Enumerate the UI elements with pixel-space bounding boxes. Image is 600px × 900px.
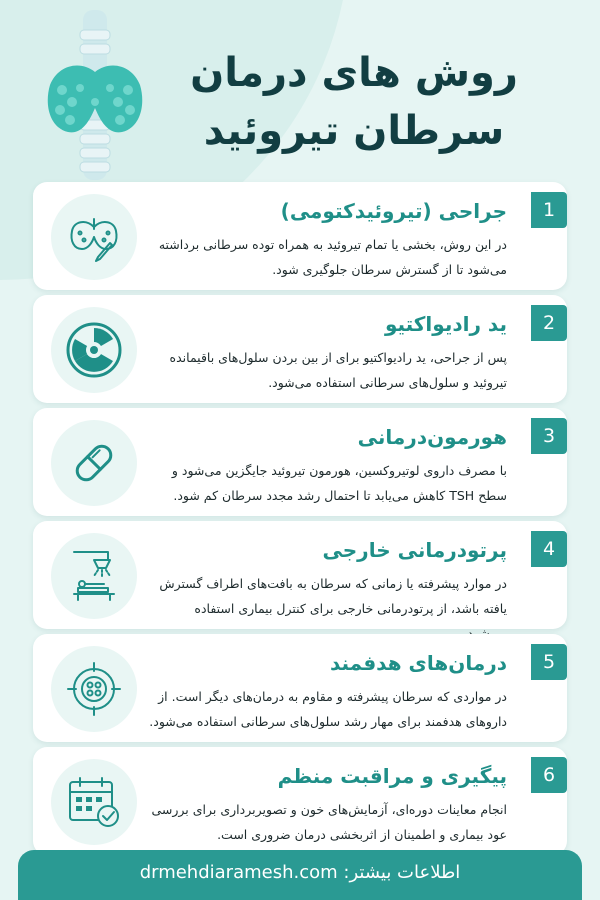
- step-description: در مواردی که سرطان پیشرفته و مقاوم به درمان‌های دیگر است. از داروهای هدفمند برای مهار رشد سلول‌های سرطانی استفاده می‌شود.: [149, 689, 507, 729]
- step-number: 2: [531, 305, 567, 341]
- step-title: پرتودرمانی خارجی: [322, 538, 507, 562]
- treatment-card-targeted-therapy: [33, 634, 567, 742]
- step-description: در موارد پیشرفته یا زمانی که سرطان به بافت‌های اطراف گسترش یافته باشد، از پرتودرمانی خارجی برای کنترل بیماری استفاده: [159, 576, 507, 616]
- page-title: روش های درمان سرطان تیروئید: [190, 50, 518, 154]
- step-description: با مصرف داروی لوتیروکسین، هورمون تیروئید جایگزین می‌شود و سطح TSH کاهش می‌یابد تا احتمال رشد مجدد سرطان کم شود.: [171, 463, 507, 503]
- thyroid-scalpel-icon: [64, 207, 124, 267]
- calendar-check-icon: [64, 772, 124, 832]
- thyroid-illustration-icon: [40, 10, 150, 180]
- header: [0, 0, 600, 180]
- step-icon-wrapper: [51, 646, 137, 732]
- step-number: 5: [531, 644, 567, 680]
- step-description: پس از جراحی، ید رادیواکتیو برای از بین بردن سلول‌های باقیمانده تیروئید و سلول‌های سرطانی استفاده می‌شود.: [169, 350, 507, 390]
- step-number: 3: [531, 418, 567, 454]
- step-icon-wrapper: [51, 533, 137, 619]
- treatment-card-surgery: [33, 182, 567, 290]
- step-number: 4: [531, 531, 567, 567]
- step-description: در این روش، بخشی یا تمام تیروئید به همراه توده سرطانی برداشته می‌شود تا از گسترش سرطان جلوگیری شود.: [158, 237, 507, 277]
- step-title: جراحی (تیروئیدکتومی): [280, 199, 507, 223]
- pill-icon: [64, 433, 124, 493]
- footer-label: اطلاعات بیشتر:: [343, 862, 461, 883]
- step-title: پیگیری و مراقبت منظم: [277, 764, 507, 788]
- treatment-card-follow-up: [33, 747, 567, 855]
- step-number: 6: [531, 757, 567, 793]
- radiation-icon: [64, 320, 124, 380]
- step-description: انجام معاینات دوره‌ای، آزمایش‌های خون و تصویربرداری برای بررسی عود بیماری و اطمینان از اثربخشی درمان ضروری است.: [151, 802, 507, 842]
- website-link[interactable]: drmehdiaramesh.com: [139, 862, 338, 883]
- step-icon-wrapper: [51, 759, 137, 845]
- step-title: ید رادیواکتیو: [384, 312, 507, 336]
- step-title: هورمون‌درمانی: [357, 425, 507, 449]
- footer-bar: [18, 850, 582, 900]
- target-cell-icon: [64, 659, 124, 719]
- step-icon-wrapper: [51, 307, 137, 393]
- step-icon-wrapper: [51, 420, 137, 506]
- radiotherapy-machine-icon: [64, 546, 124, 606]
- step-icon-wrapper: [51, 194, 137, 280]
- treatment-card-radioactive-iodine: [33, 295, 567, 403]
- treatment-list: [33, 182, 567, 860]
- step-number: 1: [531, 192, 567, 228]
- step-title: درمان‌های هدفمند: [329, 651, 507, 675]
- treatment-card-external-radiotherapy: [33, 521, 567, 629]
- treatment-card-hormone-therapy: [33, 408, 567, 516]
